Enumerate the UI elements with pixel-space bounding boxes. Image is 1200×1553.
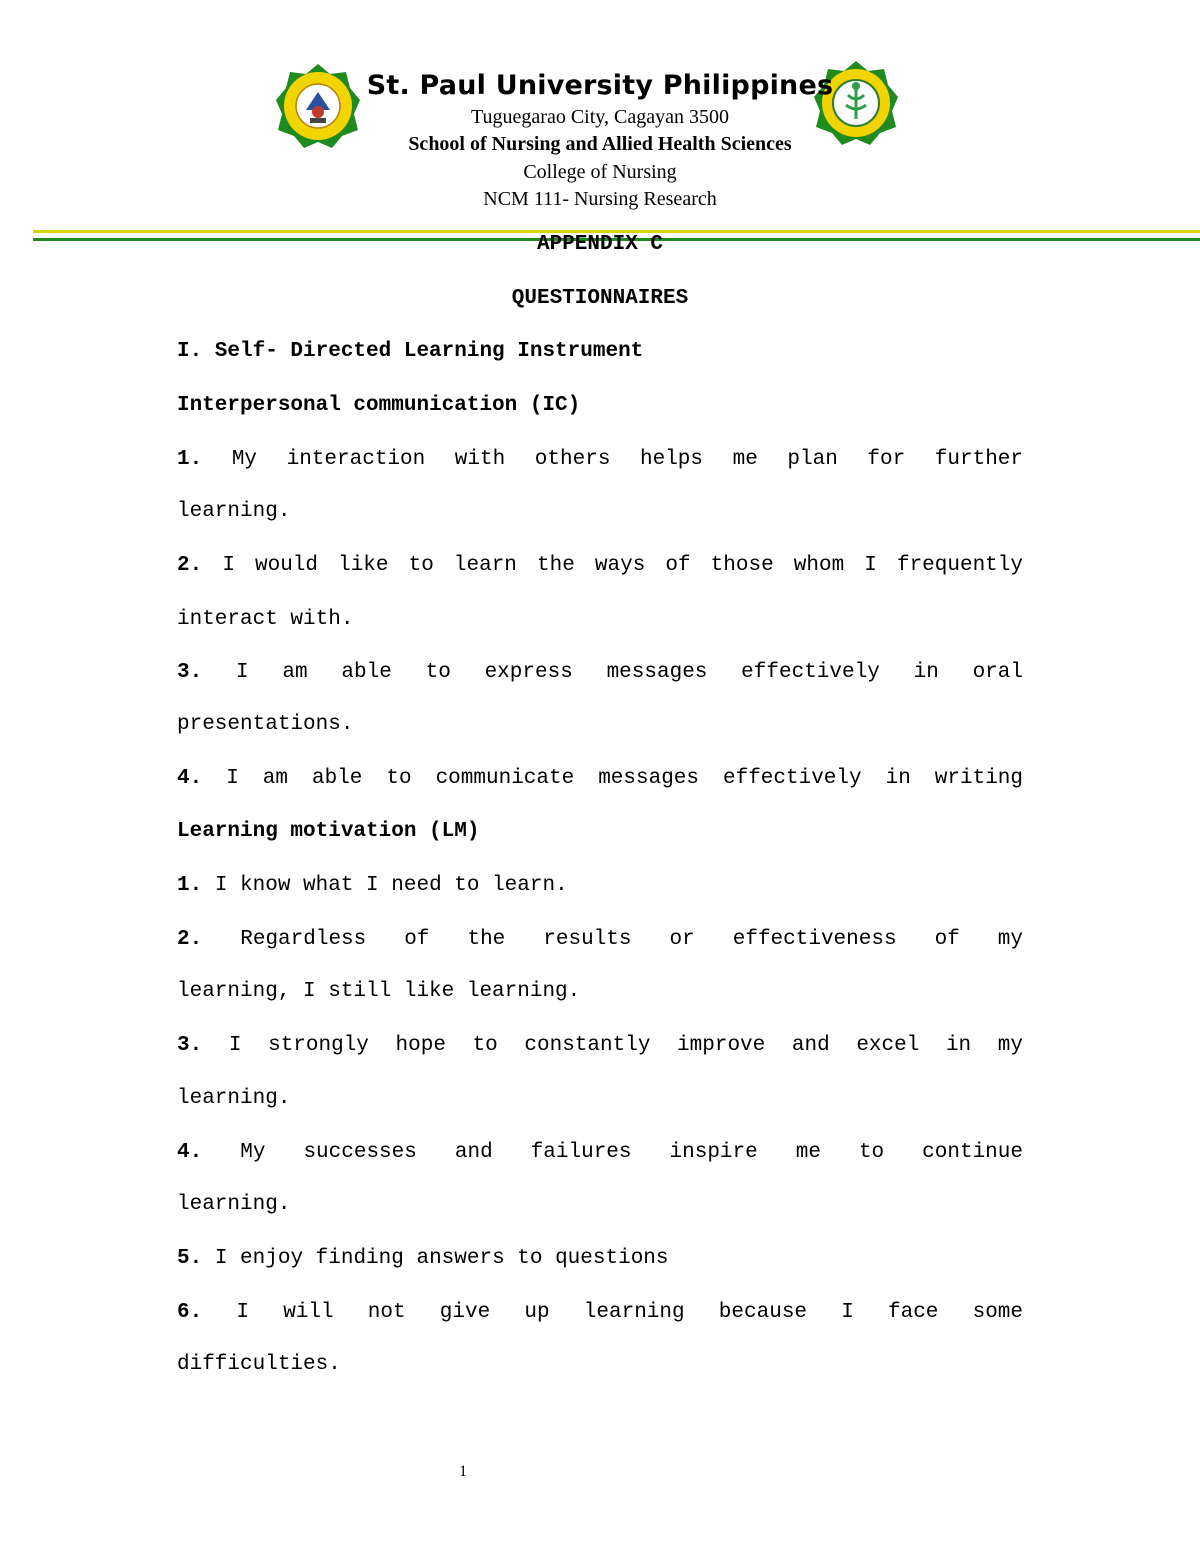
lm-item-4-continued: learning. xyxy=(177,1193,291,1216)
lm-item-4 xyxy=(177,1140,1023,1166)
item-text: I am able to communicate messages effectively in writing xyxy=(226,767,1024,790)
item-number: 3. xyxy=(177,661,203,684)
item-text: Regardless of the results or effectiveness of my xyxy=(240,928,1023,951)
ic-item-2-continued: interact with. xyxy=(177,608,354,631)
ic-item-1-continued: learning. xyxy=(177,500,291,523)
item-number: 3. xyxy=(177,1034,203,1057)
item-number: 5. xyxy=(177,1247,203,1270)
lm-item-3-continued: learning. xyxy=(177,1087,291,1110)
lm-item-1 xyxy=(177,873,1023,899)
section-heading: I. Self- Directed Learning Instrument xyxy=(177,340,644,363)
appendix-label: APPENDIX C xyxy=(536,233,664,256)
university-address: Tuguegarao City, Cagayan 3500 xyxy=(471,106,729,128)
ic-item-1 xyxy=(177,447,1023,473)
item-text: My interaction with others helps me plan for further xyxy=(231,448,1023,471)
item-number: 2. xyxy=(177,554,203,577)
item-text: I strongly hope to constantly improve and excel in my xyxy=(228,1034,1023,1057)
ic-item-3 xyxy=(177,660,1023,686)
item-number: 1. xyxy=(177,448,203,471)
school-name: School of Nursing and Allied Health Sciences xyxy=(408,133,792,155)
item-text: I enjoy finding answers to questions xyxy=(214,1247,669,1270)
page-number: 1 xyxy=(459,1463,467,1480)
university-name: St. Paul University Philippines xyxy=(366,70,834,101)
ic-item-4 xyxy=(177,766,1023,792)
lm-item-3 xyxy=(177,1033,1023,1059)
lm-heading: Learning motivation (LM) xyxy=(177,820,480,843)
lm-item-5 xyxy=(177,1246,1023,1272)
document-title: QUESTIONNAIRES xyxy=(511,287,689,310)
item-text: I would like to learn the ways of those whom I frequently xyxy=(222,554,1023,577)
lm-item-2 xyxy=(177,927,1023,953)
lm-item-2-continued: learning, I still like learning. xyxy=(177,980,581,1003)
item-number: 4. xyxy=(177,767,203,790)
item-number: 1. xyxy=(177,874,203,897)
item-text: I know what I need to learn. xyxy=(214,874,568,897)
ic-heading: Interpersonal communication (IC) xyxy=(177,394,581,417)
college-name: College of Nursing xyxy=(523,161,677,183)
item-text: My successes and failures inspire me to continue xyxy=(240,1141,1023,1164)
item-number: 4. xyxy=(177,1141,203,1164)
item-number: 6. xyxy=(177,1301,203,1324)
item-text: I am able to express messages effectively in oral xyxy=(236,661,1023,684)
ic-item-3-continued: presentations. xyxy=(177,713,354,736)
lm-item-6-continued: difficulties. xyxy=(177,1353,341,1376)
course-name: NCM 111- Nursing Research xyxy=(483,188,717,210)
item-text: I will not give up learning because I face some xyxy=(236,1301,1024,1324)
lm-item-6 xyxy=(177,1300,1023,1326)
item-number: 2. xyxy=(177,928,203,951)
ic-item-2 xyxy=(177,553,1023,579)
